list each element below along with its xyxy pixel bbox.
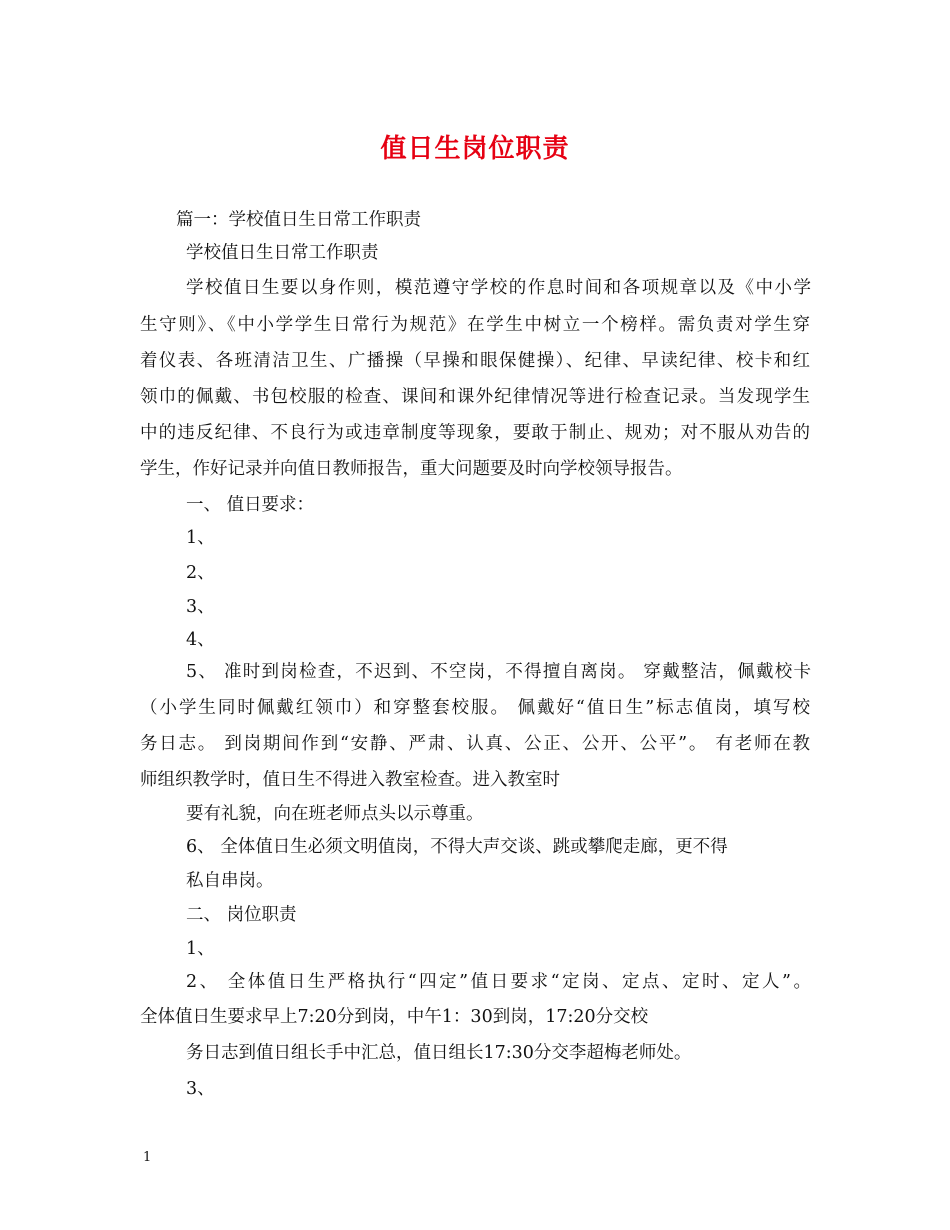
list-heading: 一、 值日要求： [186,495,315,515]
list-item: 2、 全体值日生严格执行“四定”值日要求“定岗、定点、定时、定人”。 [186,972,811,992]
paragraph-line: （小学生同时佩戴红领巾）和穿整套校服。 佩戴好“值日生”标志值岗，填写校 [140,698,810,718]
paragraph-line: 全体值日生要求早上7:20分到岗，中午1：30到岗，17:20分交校 [140,1007,649,1027]
list-item: 3、 [186,1079,215,1099]
list-item: 1、 [186,939,215,959]
paragraph-line: 要有礼貌，向在班老师点头以示尊重。 [186,804,484,824]
list-item: 3、 [186,597,215,617]
list-item: 2、 [186,563,215,583]
paragraph-line: 务日志到值日组长手中汇总，值日组长17:30分交李超梅老师处。 [186,1043,692,1063]
list-item: 1、 [186,528,215,548]
list-item: 4、 [186,630,215,650]
subheading: 学校值日生日常工作职责 [186,243,379,263]
paragraph-line: 中的违反纪律、不良行为或违章制度等现象，要敢于制止、规劝；对不服从劝告的 [140,423,810,443]
paragraph-line: 5、 准时到岗检查，不迟到、不空岗，不得擅自离岗。 穿戴整洁，佩戴校卡 [186,662,811,682]
paragraph-line: 务日志。 到岗期间作到“安静、严肃、认真、公正、公开、公平”。 有老师在教 [140,734,810,754]
paragraph-line: 着仪表、各班清洁卫生、广播操（早操和眼保健操）、纪律、早读纪律、校卡和红 [140,351,810,371]
paragraph-line: 学校值日生要以身作则，模范遵守学校的作息时间和各项规章以及《中小学 [186,278,811,298]
list-heading: 二、 岗位职责 [186,905,297,925]
paragraph-line: 师组织教学时，值日生不得进入教室检查。进入教室时 [140,770,560,790]
list-item: 6、 全体值日生必须文明值岗，不得大声交谈、跳或攀爬走廊，更不得 [186,837,728,857]
paragraph-line: 学生，作好记录并向值日教师报告，重大问题要及时向学校领导报告。 [140,459,683,479]
paragraph-line: 领巾的佩戴、书包校服的检查、课间和课外纪律情况等进行检查记录。当发现学生 [140,387,810,407]
section-heading: 篇一：学校值日生日常工作职责 [176,210,421,230]
paragraph-line: 私自串岗。 [186,871,274,891]
paragraph-line: 生守则》、《中小学学生日常行为规范》在学生中树立一个榜样。需负责对学生穿 [140,315,810,335]
document-title: 值日生岗位职责 [380,134,570,164]
page-number: 1 [143,1150,152,1165]
